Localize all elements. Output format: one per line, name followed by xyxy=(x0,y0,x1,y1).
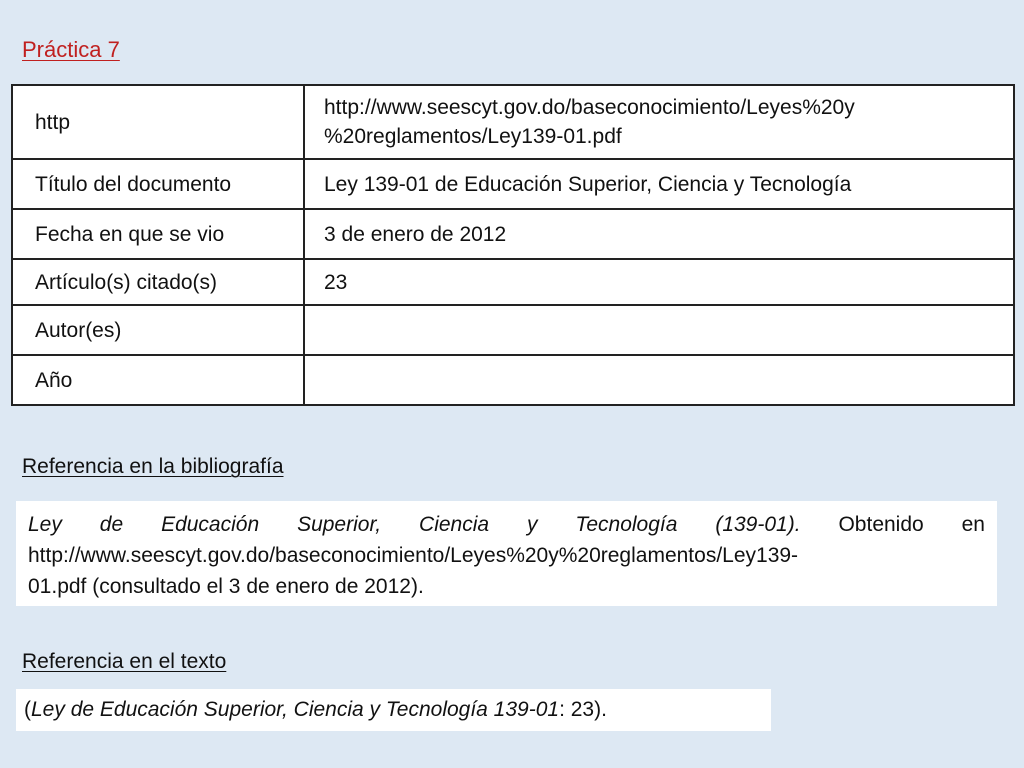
citation-info-table xyxy=(11,84,1015,406)
table-row xyxy=(12,209,1014,259)
bibliography-title: Ley de Educación Superior, Ciencia y Tecnología (139-01). xyxy=(28,513,801,536)
table-row xyxy=(12,85,1014,159)
row-value-authors xyxy=(304,305,1014,355)
bibliography-line-1 xyxy=(28,509,985,540)
row-value-date-viewed: 3 de enero de 2012 xyxy=(304,209,1014,259)
row-label-document-title: Título del documento xyxy=(12,159,304,209)
in-text-close: : 23). xyxy=(559,698,607,721)
bibliography-line-2: http://www.seescyt.gov.do/baseconocimiento/Leyes%20y%20reglamentos/Ley139- xyxy=(28,544,799,567)
bibliography-line-3: 01.pdf (consultado el 3 de enero de 2012). xyxy=(28,575,424,598)
table-row xyxy=(12,259,1014,305)
row-value-url xyxy=(304,85,1014,159)
table-row xyxy=(12,159,1014,209)
in-text-open: ( xyxy=(24,698,31,721)
bibliography-reference xyxy=(16,501,997,606)
table-row xyxy=(12,355,1014,405)
page-title: Práctica 7 xyxy=(22,37,120,62)
bibliography-obtained: Obtenido en xyxy=(800,513,985,536)
in-text-title: Ley de Educación Superior, Ciencia y Tecnología 139-01 xyxy=(31,698,560,721)
url-line-2: %20reglamentos/Ley139-01.pdf xyxy=(324,125,622,148)
row-label-articles-cited: Artículo(s) citado(s) xyxy=(12,259,304,305)
row-label-year: Año xyxy=(12,355,304,405)
bibliography-heading: Referencia en la bibliografía xyxy=(22,455,284,478)
url-line-1: http://www.seescyt.gov.do/baseconocimiento/Leyes%20y xyxy=(324,96,855,119)
table-row xyxy=(12,305,1014,355)
row-value-year xyxy=(304,355,1014,405)
in-text-heading: Referencia en el texto xyxy=(22,650,227,673)
row-label-http: http xyxy=(12,85,304,159)
row-label-date-viewed: Fecha en que se vio xyxy=(12,209,304,259)
row-label-authors: Autor(es) xyxy=(12,305,304,355)
in-text-reference xyxy=(16,689,771,731)
row-value-articles-cited: 23 xyxy=(304,259,1014,305)
row-value-document-title: Ley 139-01 de Educación Superior, Ciencia y Tecnología xyxy=(304,159,1014,209)
